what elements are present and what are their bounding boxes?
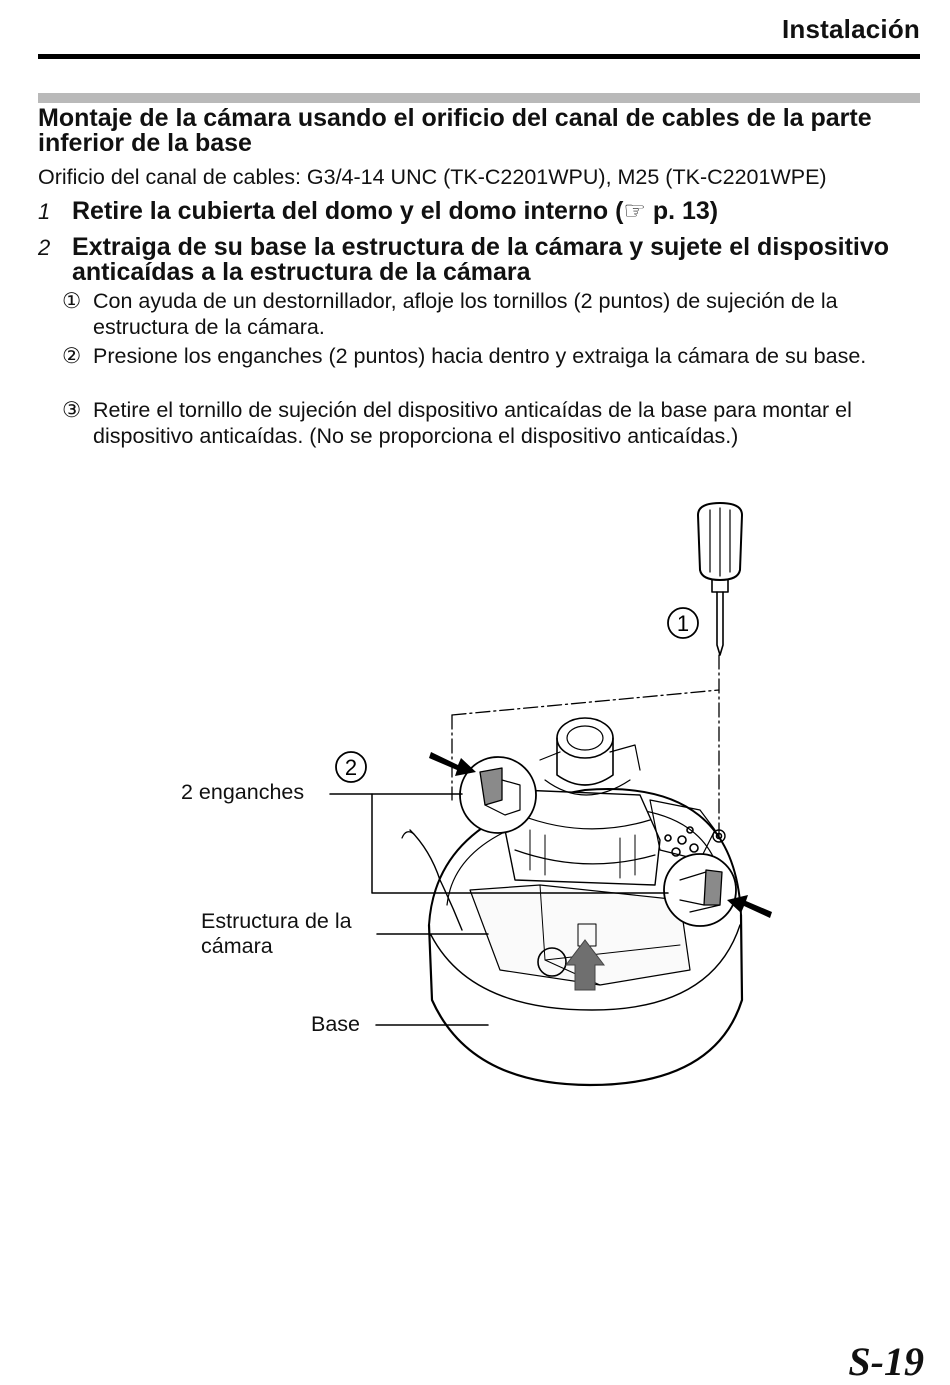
substep-text: Retire el tornillo de sujeción del dispositivo anticaídas de la base para montar el dispositivo anticaídas. (No se proporciona el dispositivo anticaídas.) bbox=[93, 398, 852, 448]
substep-marker: ③ bbox=[62, 398, 82, 422]
page-number: S-19 bbox=[848, 1339, 924, 1384]
header-title: Instalación bbox=[781, 14, 920, 44]
step-1 bbox=[38, 199, 910, 224]
step-number: 1 bbox=[38, 199, 51, 224]
screwdriver-icon bbox=[698, 503, 742, 655]
substep-marker: ① bbox=[62, 289, 82, 313]
step-text: Extraiga de su base la estructura de la cámara y sujete el dispositivo anticaídas a la estructura de la cámara bbox=[72, 233, 890, 286]
step-number: 2 bbox=[38, 235, 51, 260]
substep-2 bbox=[62, 344, 912, 370]
section-band bbox=[38, 93, 920, 103]
substep-text: Presione los enganches (2 puntos) hacia dentro y extraiga la cámara de su base. bbox=[93, 344, 867, 368]
callout-1: 1 bbox=[676, 611, 690, 636]
step-text: Retire la cubierta del domo y el domo interno (☞ p. 13) bbox=[72, 197, 719, 225]
cable-note: Orificio del canal de cables: G3/4-14 UNC (TK-C2201WPU), M25 (TK-C2201WPE) bbox=[38, 165, 827, 189]
step-2 bbox=[38, 235, 910, 285]
callout-2: 2 bbox=[344, 755, 358, 780]
substep-3 bbox=[62, 398, 912, 449]
header-rule bbox=[38, 54, 920, 59]
label-estructura: Estructura de la cámara bbox=[201, 909, 352, 958]
substep-text: Con ayuda de un destornillador, afloje los tornillos (2 puntos) de sujeción de la estructura de la cámara. bbox=[93, 289, 838, 339]
label-enganches: 2 enganches bbox=[181, 780, 305, 804]
substep-marker: ② bbox=[62, 344, 82, 368]
camera-mount-diagram bbox=[0, 490, 950, 1110]
substep-1 bbox=[62, 289, 912, 340]
section-title: Montaje de la cámara usando el orificio del canal de cables de la parte inferior de la base bbox=[38, 104, 872, 157]
label-base: Base bbox=[311, 1012, 361, 1036]
